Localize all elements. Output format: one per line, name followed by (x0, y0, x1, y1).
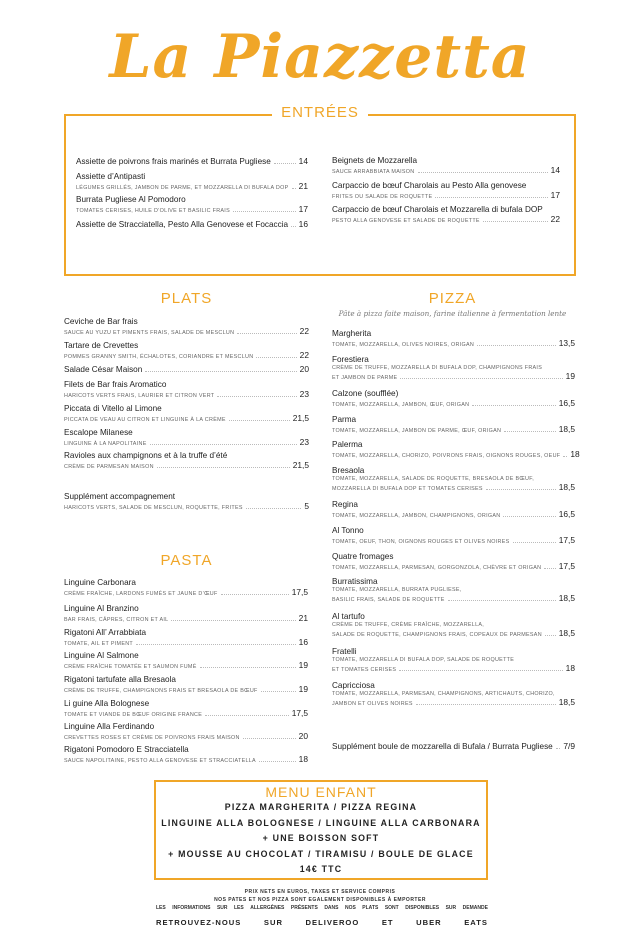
menu-item-name: Regina (332, 500, 358, 509)
menu-item-description: TOMATE, AIL ET PIMENT (64, 641, 134, 647)
footer-word: SUR (263, 918, 283, 927)
footer-word: SUR (445, 905, 457, 911)
footer-word: UBER (416, 918, 442, 927)
footer-word: ET (381, 918, 394, 927)
menu-item-price: 17,5 (291, 708, 308, 718)
menu-item-price: 18,5 (558, 628, 575, 638)
menu-item-name: Li guine Alla Bolognese (64, 699, 150, 708)
menu-item-description: BAR FRAIS, CÂPRES, CITRON ET AIL (64, 617, 169, 623)
footer-takeaway-note: NOS PATES ET NOS PIZZA SONT EGALEMENT DISPONIBLES À EMPORTER (214, 897, 426, 903)
menu-item-name: Burratissima (332, 577, 378, 586)
dotted-leader (229, 420, 290, 421)
menu-item-name: Rigatoni All’ Arrabbiata (64, 628, 147, 637)
menu-item-description: TOMATE, MOZZARELLA, PARMESAN, CHAMPIGNONS, ARTICHAUTS, CHORIZO, (332, 691, 555, 697)
menu-item-name: Al tartufo (332, 612, 365, 621)
menu-item-name: Ceviche de Bar frais (64, 317, 138, 326)
menu-item-name: Escalope Milanese (64, 428, 133, 437)
menu-item-description: TOMATE ET VIANDE DE BŒUF ORIGINE FRANCE (64, 712, 203, 718)
menu-item-description: HARICOTS VERTS, SALADE DE MESCLUN, ROQUETTE, FRITES (64, 505, 243, 511)
dotted-leader (221, 594, 289, 595)
menu-item (76, 172, 308, 191)
menu-item-name: Margherita (332, 329, 372, 338)
menu-item-price: 17 (550, 190, 560, 200)
menu-item (332, 577, 575, 603)
menu-item-name: Carpaccio de bœuf Charolais et Mozzarella di bufala DOP (332, 205, 543, 214)
menu-item (76, 156, 308, 166)
menu-item (76, 219, 308, 229)
dotted-leader (483, 221, 548, 222)
dotted-leader (503, 516, 555, 517)
menu-item-price: 17,5 (291, 587, 308, 597)
menu-item (332, 389, 575, 408)
menu-item-price: 23 (299, 437, 309, 447)
menu-item-price: 19 (298, 684, 308, 694)
menu-item-price: 5 (304, 501, 309, 511)
menu-item-name: Forestiera (332, 355, 369, 364)
menu-item-name: Salade César Maison (64, 365, 143, 374)
menu-item-price: 20 (298, 731, 308, 741)
menu-item-description: TOMATES CERISES, HUILE D’OLIVE ET BASILIC FRAIS (76, 208, 230, 214)
dotted-leader (292, 188, 296, 189)
dotted-leader (150, 444, 297, 445)
menu-item-description: POMMES GRANNY SMITH, ÉCHALOTES, CORIANDRE ET MESCLUN (64, 354, 254, 360)
menu-item-name: Assiette d’Antipasti (76, 172, 146, 181)
menu-item (332, 355, 575, 381)
menu-item-description: BASILIC FRAIS, SALADE DE ROQUETTE (332, 597, 445, 603)
dotted-leader (261, 691, 296, 692)
dotted-leader (200, 667, 296, 668)
pizza-subtitle: Pâte à pizza faite maison, farine italienne à fermentation lente (338, 309, 567, 318)
menu-item-name: Supplément boule de mozzarella di Bufala / Burrata Pugliese (332, 742, 553, 751)
menu-item-description: CREVETTES ROSES ET CRÈME DE POIVRONS FRAIS MAISON (64, 735, 240, 741)
menu-item-description: SAUCE ARRABBIATA MAISON (332, 169, 415, 175)
menu-item-price: 16 (298, 637, 308, 647)
menu-enfant-line: + UNE BOISSON SOFT (262, 833, 380, 843)
dotted-leader (545, 635, 556, 636)
dotted-leader (246, 508, 302, 509)
footer-word: ALLERGÈNES (250, 905, 285, 911)
menu-enfant-price: 14€ TTC (299, 864, 343, 874)
menu-item-price: 19 (565, 371, 575, 381)
menu-item-description: TOMATE, OEUF, THON, OIGNONS ROUGES ET OLIVES NOIRES (332, 539, 510, 545)
restaurant-title: La Piazzetta (109, 22, 531, 92)
menu-item (64, 745, 308, 764)
menu-item (332, 647, 575, 673)
menu-item-price: 22 (299, 326, 309, 336)
menu-item-price: 18 (570, 449, 580, 459)
dotted-leader (237, 333, 296, 334)
dotted-leader (136, 644, 296, 645)
menu-item-name: Bresaola (332, 466, 365, 475)
menu-item-price: 18,5 (558, 482, 575, 492)
menu-item-description: TOMATE, MOZZARELLA DI BUFALA DOP, SALADE DE ROQUETTE (332, 657, 515, 663)
menu-item-name: Assiette de Stracciatella, Pesto Alla Genovese et Focaccia (76, 220, 289, 229)
pasta-heading: PASTA (160, 552, 213, 569)
dotted-leader (259, 761, 296, 762)
menu-item-description: SAUCE AU YUZU ET PIMENTS FRAIS, SALADE DE MESCLUN (64, 330, 235, 336)
menu-item (332, 205, 560, 224)
dotted-leader (418, 172, 548, 173)
menu-item (332, 440, 580, 459)
menu-item (64, 380, 309, 399)
dotted-leader (563, 456, 567, 457)
dotted-leader (217, 396, 296, 397)
menu-item-name: Linguine Al Salmone (64, 651, 139, 660)
menu-item-description: SALADE DE ROQUETTE, CHAMPIGNONS FRAIS, COPEAUX DE PARMESAN (332, 632, 542, 638)
dotted-leader (243, 738, 296, 739)
menu-item (64, 578, 308, 597)
menu-item-name: Linguine Al Branzino (64, 604, 139, 613)
menu-item (332, 181, 560, 200)
entrees-heading: ENTRÉES (272, 104, 368, 121)
menu-item-name: Calzone (soufflée) (332, 389, 399, 398)
menu-item (76, 195, 308, 214)
menu-item-description: HARICOTS VERTS FRAIS, LAURIER ET CITRON VERT (64, 393, 215, 399)
dotted-leader (448, 600, 556, 601)
menu-item (64, 404, 309, 423)
menu-item-name: Rigatoni Pomodoro E Stracciatella (64, 745, 189, 754)
menu-item (64, 628, 308, 647)
dotted-leader (171, 620, 295, 621)
footer-word: DANS (324, 905, 339, 911)
menu-item-price: 17 (298, 204, 308, 214)
menu-item (64, 317, 309, 336)
footer-prices-note: PRIX NETS EN EUROS, TAXES ET SERVICE COMPRIS (244, 889, 396, 895)
menu-item-price: 16,5 (558, 398, 575, 408)
menu-item-description: CRÈME DE TRUFFE, CHAMPIGNONS FRAIS ET BRESAOLA DE BŒUF (64, 688, 258, 694)
menu-item-description: LINGUINE À LA NAPOLITAINE (64, 441, 147, 447)
footer-word: EATS (464, 918, 488, 927)
menu-item (64, 604, 308, 623)
dotted-leader (157, 467, 290, 468)
pizza-heading: PIZZA (428, 290, 477, 307)
menu-item-description: TOMATE, MOZZARELLA, JAMBON, CHAMPIGNONS, ORIGAN (332, 513, 501, 519)
menu-item (332, 526, 575, 545)
menu-item-description: TOMATE, MOZZARELLA, BURRATA PUGLIESE, (332, 587, 462, 593)
dotted-leader (205, 715, 289, 716)
menu-item-name: Carpaccio de bœuf Charolais au Pesto Alla genovese (332, 181, 527, 190)
menu-item-price: 7/9 (563, 741, 575, 751)
menu-item-name: Filets de Bar frais Aromatico (64, 380, 167, 389)
dotted-leader (416, 704, 556, 705)
menu-item-price: 17,5 (558, 535, 575, 545)
menu-item-price: 14 (550, 165, 560, 175)
menu-item-description: JAMBON ET OLIVES NOIRES (332, 701, 413, 707)
dotted-leader (274, 163, 296, 164)
menu-item-description: TOMATE, MOZZARELLA, JAMBON DE PARME, ŒUF, ORIGAN (332, 428, 502, 434)
menu-item (332, 466, 575, 492)
menu-item-price: 16,5 (558, 509, 575, 519)
menu-item-description: ET JAMBON DE PARME (332, 375, 398, 381)
menu-item (332, 552, 575, 571)
dotted-leader (291, 226, 296, 227)
menu-item-name: Ravioles aux champignons et à la truffe d’été (64, 451, 228, 460)
footer-word: PRÉSENTS (290, 905, 318, 911)
menu-item-price: 19 (298, 660, 308, 670)
menu-item (64, 675, 308, 694)
footer-word: INFORMATIONS (172, 905, 211, 911)
dotted-leader (544, 568, 555, 569)
menu-item-name: Palerma (332, 440, 363, 449)
dotted-leader (504, 431, 555, 432)
menu-item (332, 741, 575, 751)
footer-delivery-note (156, 918, 488, 927)
footer-word: DELIVEROO (305, 918, 360, 927)
menu-item (64, 341, 309, 360)
dotted-leader (256, 357, 296, 358)
menu-item-price: 22 (299, 350, 309, 360)
menu-item-price: 18 (565, 663, 575, 673)
menu-enfant-line: PIZZA MARGHERITA / PIZZA REGINA (224, 802, 418, 812)
menu-item-description: TOMATE, MOZZARELLA, OLIVES NOIRES, ORIGAN (332, 342, 475, 348)
menu-item-price: 23 (299, 389, 309, 399)
menu-item-description: CRÈME FRAÎCHE TOMATÉE ET SAUMON FUMÉ (64, 664, 197, 670)
menu-item-price: 18,5 (558, 697, 575, 707)
menu-item-price: 13,5 (558, 338, 575, 348)
menu-item-name: Al Tonno (332, 526, 364, 535)
menu-item-description: TOMATE, MOZZARELLA, SALADE DE ROQUETTE, BRESAOLA DE BŒUF, (332, 476, 535, 482)
menu-item-description: MOZZARELLA DI BUFALA DOP ET TOMATES CERISES (332, 486, 483, 492)
menu-item-price: 21 (298, 181, 308, 191)
menu-item-name: Rigatoni tartufate alla Bresaola (64, 675, 176, 684)
menu-item (64, 364, 309, 374)
dotted-leader (233, 211, 296, 212)
menu-item-name: Linguine Alla Ferdinando (64, 722, 155, 731)
menu-enfant-line: LINGUINE ALLA BOLOGNESE / LINGUINE ALLA CARBONARA (161, 818, 481, 828)
menu-item-name: Beignets de Mozzarella (332, 156, 418, 165)
menu-item (64, 699, 308, 718)
menu-item (332, 500, 575, 519)
menu-item (64, 428, 309, 447)
menu-item-description: CRÈME DE TRUFFE, CRÈME FRAÎCHE, MOZZARELLA, (332, 622, 485, 628)
footer-word: LES (156, 905, 166, 911)
menu-item-description: ET TOMATES CERISES (332, 667, 397, 673)
dotted-leader (399, 670, 562, 671)
menu-item-description: CRÈME DE PARMESAN MAISON (64, 464, 154, 470)
plats-heading: PLATS (160, 290, 213, 307)
menu-item-price: 18,5 (558, 593, 575, 603)
menu-item-price: 22 (550, 214, 560, 224)
menu-item-description: PICCATA DE VEAU AU CITRON ET LINGUINE À LA CRÈME (64, 417, 226, 423)
menu-item-description: TOMATE, MOZZARELLA, JAMBON, ŒUF, ORIGAN (332, 402, 470, 408)
menu-item-price: 20 (299, 364, 309, 374)
menu-enfant-line: + MOUSSE AU CHOCOLAT / TIRAMISU / BOULE DE GLACE (168, 849, 474, 859)
menu-item-description: SAUCE NAPOLITAINE, PESTO ALLA GENOVESE ET STRACCIATELLA (64, 758, 256, 764)
dotted-leader (513, 542, 556, 543)
menu-item-price: 14 (298, 156, 308, 166)
footer-word: DISPONIBLES (405, 905, 440, 911)
menu-item (64, 451, 309, 470)
menu-item-name: Tartare de Crevettes (64, 341, 139, 350)
menu-item-description: CRÈME DE TRUFFE, MOZZARELLA DI BUFALA DOP, CHAMPIGNONS FRAIS (332, 365, 543, 371)
menu-item-price: 16 (298, 219, 308, 229)
menu-item-name: Linguine Carbonara (64, 578, 136, 587)
footer-word: DEMANDE (462, 905, 488, 911)
menu-item (64, 722, 308, 741)
menu-item-price: 17,5 (558, 561, 575, 571)
dotted-leader (435, 197, 547, 198)
menu-item-price: 18 (298, 754, 308, 764)
footer-word: RETROUVEZ-NOUS (156, 918, 242, 927)
menu-item-name: Parma (332, 415, 357, 424)
footer-word: PLATS (362, 905, 379, 911)
footer-word: SONT (384, 905, 399, 911)
menu-item (332, 156, 560, 175)
menu-item-description: PESTO ALLA GENOVESE ET SALADE DE ROQUETTE (332, 218, 480, 224)
menu-item-description: CRÈME FRAÎCHE, LARDONS FUMÉS ET JAUNE D’ŒUF (64, 591, 218, 597)
footer-allergens-note (156, 905, 488, 911)
menu-enfant-heading: MENU ENFANT (265, 784, 377, 800)
menu-item-price: 21,5 (292, 413, 309, 423)
dotted-leader (472, 405, 555, 406)
menu-item-price: 21 (298, 613, 308, 623)
menu-item-name: Piccata di Vitello al Limone (64, 404, 162, 413)
menu-item (64, 651, 308, 670)
menu-item-name: Burrata Pugliese Al Pomodoro (76, 195, 186, 204)
menu-item-description: LÉGUMES GRILLÉS, JAMBON DE PARME, ET MOZZARELLA DI BUFALA DOP (76, 185, 289, 191)
dotted-leader (400, 378, 562, 379)
menu-item-name: Quatre fromages (332, 552, 394, 561)
dotted-leader (486, 489, 556, 490)
dotted-leader (556, 748, 561, 749)
dotted-leader (145, 371, 296, 372)
menu-item-price: 18,5 (558, 424, 575, 434)
menu-item-name: Assiette de poivrons frais marinés et Burrata Pugliese (76, 157, 271, 166)
menu-item (332, 612, 575, 638)
menu-item-name: Capricciosa (332, 681, 375, 690)
menu-item (332, 681, 575, 707)
menu-item-name: Supplément accompagnement (64, 492, 176, 501)
menu-item-name: Fratelli (332, 647, 357, 656)
footer-word: NOS (344, 905, 356, 911)
menu-item (64, 492, 309, 511)
menu-item-description: TOMATE, MOZZARELLA, PARMESAN, GORGONZOLA, CHÈVRE ET ORIGAN (332, 565, 542, 571)
menu-item (332, 329, 575, 348)
menu-item (332, 415, 575, 434)
footer-word: LES (234, 905, 244, 911)
footer-word: SUR (216, 905, 228, 911)
dotted-leader (477, 345, 556, 346)
menu-item-description: TOMATE, MOZZARELLA, CHORIZO, POIVRONS FRAIS, OIGNONS ROUGES, OEUF (332, 453, 561, 459)
menu-item-price: 21,5 (292, 460, 309, 470)
menu-item-description: FRITES OU SALADE DE ROQUETTE (332, 194, 433, 200)
